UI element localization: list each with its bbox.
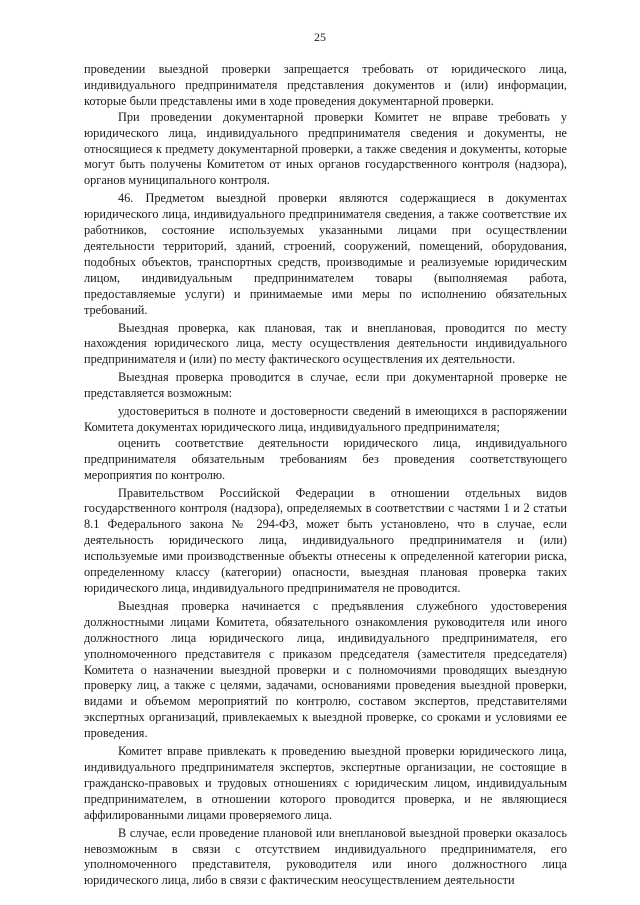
paragraph-46-subject: 46. Предметом выездной проверки являются содержащиеся в документах юридического лица, индивидуального предпринимателя сведения, а также соответствие их работников, состояние используемых указанными лицами при осуществлении деятельности территорий, зданий, строений, сооружений, помещений, оборудования, подобных объектов, транспортных средств, производимые и реализуемые юридическим лицом, индивидуальным предпринимателем товары (выполняемая работа, предоставляемые услуги) и принимаемые ими меры по исполнению обязательных требований. — [84, 191, 567, 317]
paragraph-verify: удостовериться в полноте и достоверности сведений в имеющихся в распоряжении Комитета документах юридического лица, индивидуального предпринимателя; — [84, 404, 567, 434]
paragraph-conditions: Выездная проверка проводится в случае, если при документарной проверке не представляется возможным: — [84, 370, 567, 401]
paragraph-government: Правительством Российской Федерации в отношении отдельных видов государственного контроля (надзора), определяемых в соответствии с частями 1 и 2 статьи 8.1 Федерального закона № 294-ФЗ, может быть установлено, что в случае, если деятельность юридического лица, индивидуального предпринимателя и (или) используемые ими производственные объекты отнесены к определенной категории риска, определенному классу (категории) опасности, выездная плановая проверка таких юридического лица, индивидуального предпринимателя не проводится. — [84, 485, 567, 595]
paragraph-continued: проведении выездной проверки запрещается требовать от юридического лица, индивидуального предпринимателя представления документов и (или) информации, которые были представлены ими в ходе проведения документарной проверки. — [84, 62, 567, 108]
page-number: 25 — [314, 30, 326, 44]
paragraph-documentary-check: При проведении документарной проверки Комитет не вправе требовать у юридического лица, индивидуального предпринимателя сведения и документы, не относящиеся к предмету документарной проверки, а также сведения и документы, которые могут быть получены Комитетом от иных органов государственного контроля (надзора), органов муниципального контроля. — [84, 109, 567, 188]
paragraph-impossible: В случае, если проведение плановой или внеплановой выездной проверки оказалось невозможным в связи с отсутствием индивидуального предпринимателя, его уполномоченного представителя, руководителя или иного должностного лица юридического лица, либо в связи с фактическим неосуществлением деятельности — [84, 825, 567, 888]
paragraph-location: Выездная проверка, как плановая, так и внеплановая, проводится по месту нахождения юридического лица, месту осуществления деятельности индивидуального предпринимателя и (или) по месту фактического осуществления их деятельности. — [84, 320, 567, 367]
paragraph-start: Выездная проверка начинается с предъявления служебного удостоверения должностными лицами Комитета, обязательного ознакомления руководителя или иного должностного лица юридического лица, индивидуального предпринимателя, его уполномоченного представителя с приказом председателя (заместителя председателя) Комитета о назначении выездной проверки и с полномочиями проводящих выездную проверку лиц, а также с целями, задачами, основаниями проведения выездной проверки, видами и объемом мероприятий по контролю, составом экспертов, представителями экспертных организаций, привлекаемых к выездной проверке, со сроками и условиями ее проведения. — [84, 598, 567, 741]
paragraph-assess: оценить соответствие деятельности юридического лица, индивидуального предпринимателя обязательным требованиям без проведения соответствующего мероприятия по контролю. — [84, 435, 567, 482]
document-body — [84, 62, 567, 889]
paragraph-experts: Комитет вправе привлекать к проведению выездной проверки юридического лица, индивидуального предпринимателя экспертов, экспертные организации, не состоящие в гражданско-правовых и трудовых отношениях с юридическим лицом, индивидуальным предпринимателем, в отношении которого проводится проверка, и не являющиеся аффилированными лицами проверяемого лица. — [84, 744, 567, 822]
